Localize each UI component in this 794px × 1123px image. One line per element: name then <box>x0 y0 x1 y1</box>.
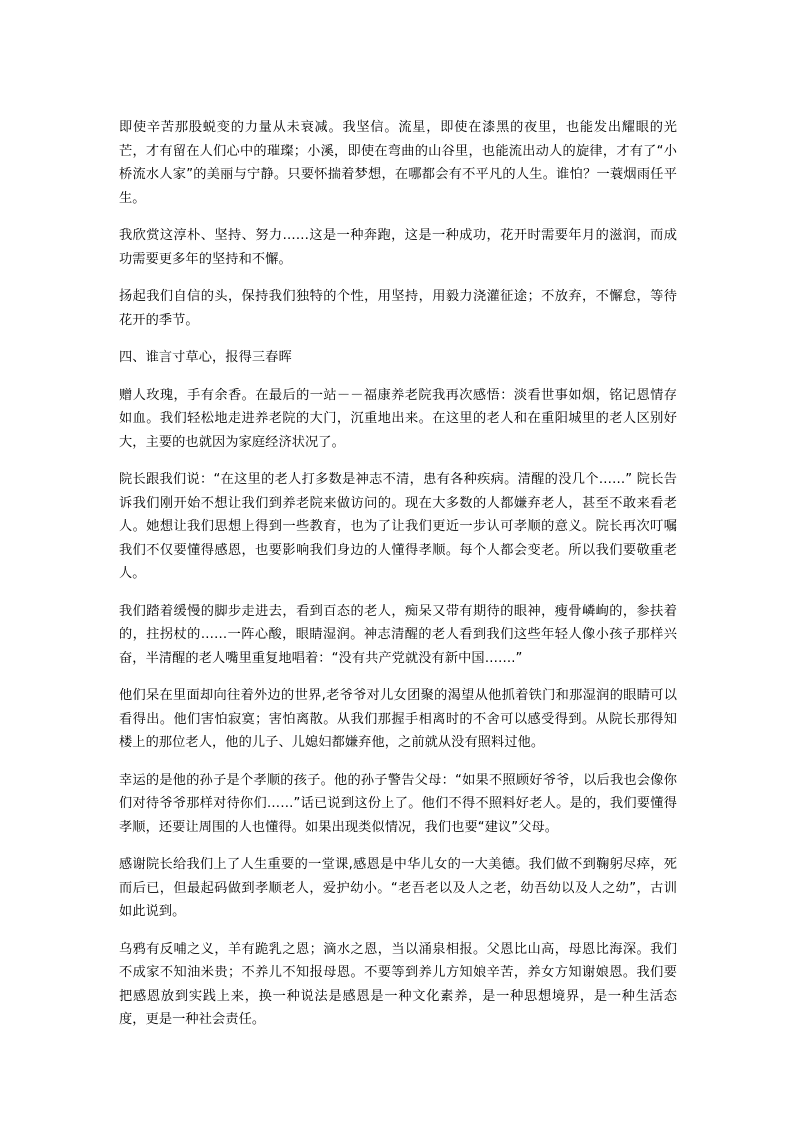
paragraph: 乌鸦有反哺之义，羊有跪乳之恩；滴水之恩，当以涌泉相报。父恩比山高，母恩比海深。我们不成家不知油米贵；不养儿不知报母恩。不要等到养儿方知娘辛苦，养女方知谢娘恩。我们要把感恩放到实践上来，换一种说法是感恩是一种文化素养，是一种思想境界，是一种生活态度，更是一种社会责任。 <box>119 941 677 1027</box>
paragraph: 院长跟我们说：“在这里的老人打多数是神志不清，患有各种疾病。清醒的没几个……” 院长告诉我们刚开始不想让我们到养老院来做访问的。现在大多数的人都嫌弃老人，甚至不敢来看老人。她想让我们思想上得到一些教育，也为了让我们更近一步认可孝顺的意义。院长再次叮嘱我们不仅要懂得感恩，也要影响我们身边的人懂得孝顺。每个人都会变老。所以我们要敬重老人。 <box>119 472 677 581</box>
paragraph: 我们踏着缓慢的脚步走进去，看到百态的老人，痴呆又带有期待的眼神，瘦骨嶙峋的，参扶着的，拄拐杖的……一阵心酸，眼睛湿润。神志清醒的老人看到我们这些年轻人像小孩子那样兴奋，半清醒的老人嘴里重复地唱着：“没有共产党就没有新中国…….” <box>119 603 677 666</box>
paragraph: 扬起我们自信的头，保持我们独特的个性，用坚持，用毅力浇灌征途；不放弃，不懈怠，等待花开的季节。 <box>119 289 677 328</box>
paragraph: 他们呆在里面却向往着外边的世界,老爷爷对儿女团聚的渴望从他抓着铁门和那湿润的眼睛可以看得出。他们害怕寂寞；害怕离散。从我们那握手相离时的不舍可以感受得到。从院长那得知楼上的那位老人，他的儿子、儿媳妇都嫌弃他，之前就从没有照料过他。 <box>119 688 677 750</box>
paragraph: 我欣赏这淳朴、坚持、努力……这是一种奔跑，这是一种成功，花开时需要年月的滋润，而成功需要更多年的坚持和不懈。 <box>119 228 677 267</box>
document-body <box>119 116 677 1046</box>
paragraph: 赠人玫瑰，手有余香。在最后的一站－－福康养老院我再次感悟：淡看世事如烟，铭记恩情存如血。我们轻松地走进养老院的大门，沉重地出来。在这里的老人和在重阳城里的老人区别好大，主要的也就因为家庭经济状况了。 <box>119 387 677 450</box>
paragraph: 感谢院长给我们上了人生重要的一堂课,感恩是中华儿女的一大美德。我们做不到鞠躬尽瘁，死而后已，但最起码做到孝顺老人，爱护幼小。“老吾老以及人之老，幼吾幼以及人之幼”，古训如此说到。 <box>119 857 677 919</box>
paragraph: 幸运的是他的孙子是个孝顺的孩子。他的孙子警告父母：“如果不照顾好爷爷，以后我也会像你们对待爷爷那样对待你们……”话已说到这份上了。他们不得不照料好老人。是的，我们要懂得孝顺，还要让周围的人也懂得。如果出现类似情况，我们也要“建议”父母。 <box>119 772 677 835</box>
paragraph: 即使辛苦那股蜕变的力量从未衰减。我坚信。流星，即使在漆黑的夜里，也能发出耀眼的光芒，才有留在人们心中的璀璨；小溪，即使在弯曲的山谷里，也能流出动人的旋律，才有了“小桥流水人家”的美丽与宁静。只要怀揣着梦想，在哪都会有不平凡的人生。谁怕？一蓑烟雨任平生。 <box>119 120 677 206</box>
section-heading: 四、谁言寸草心，报得三春晖 <box>119 350 292 365</box>
